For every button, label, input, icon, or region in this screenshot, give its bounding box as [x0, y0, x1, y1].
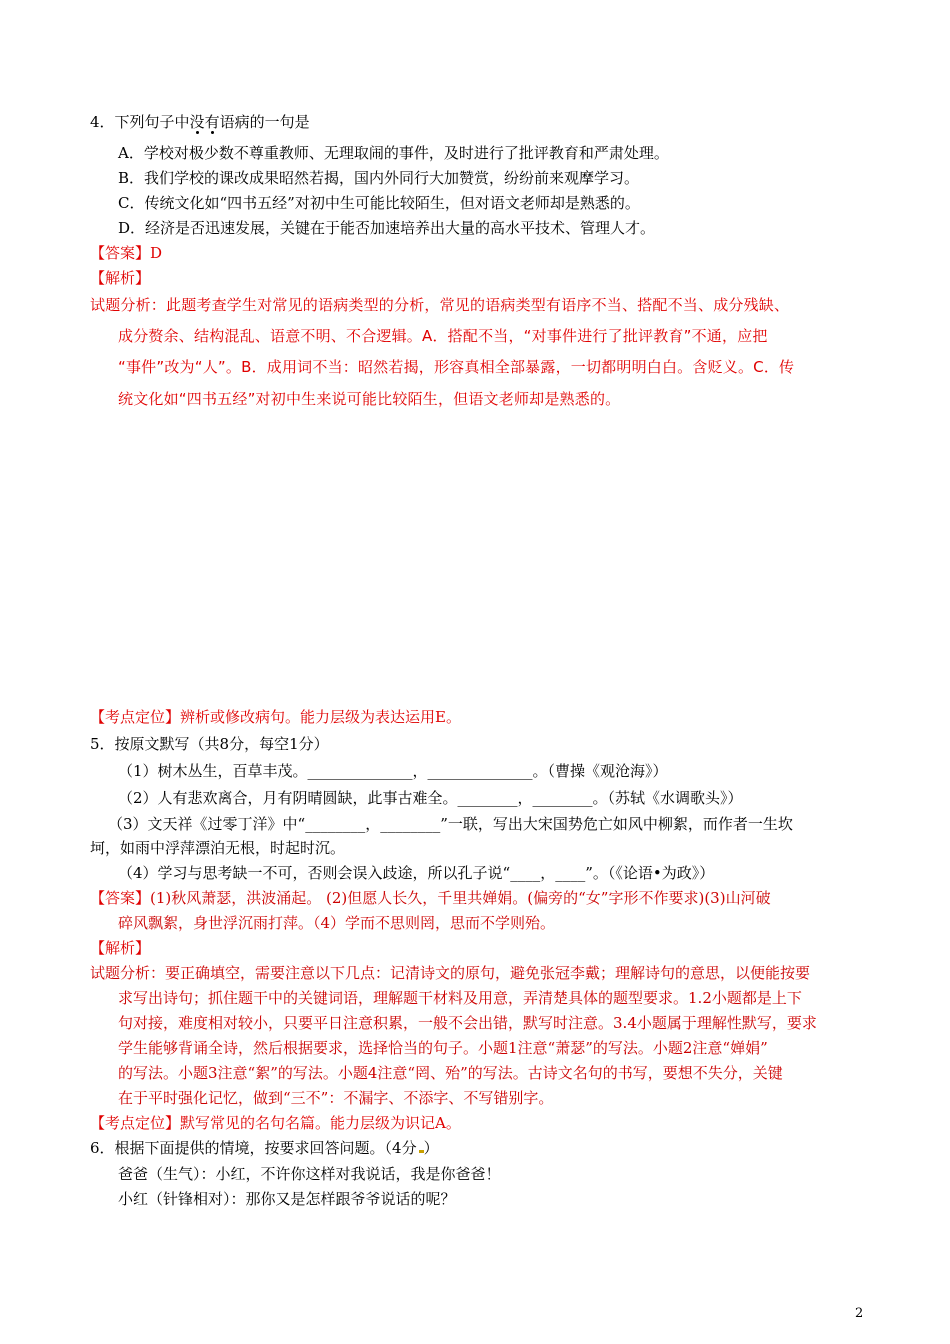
q4-option-b: B．我们学校的课改成果昭然若揭，国内外同行大加赞赏，纷纷前来观摩学习。 — [118, 169, 640, 187]
q4-analysis-label: 【解析】 — [90, 269, 151, 287]
q4-kaodian — [90, 706, 461, 728]
q5-answer-line-2: 碎风飘絮，身世浮沉雨打萍。（4）学而不思则罔，思而不学则殆。 — [118, 914, 556, 932]
q4-analysis-line-3: “事件”改为“人”。B．成用词不当：昭然若揭，形容真相全部暴露，一切都明明白白。含贬义。C．传 — [118, 358, 795, 376]
q6-stem-text: 6．根据下面提供的情境，按要求回答问题。（4分 — [90, 1139, 417, 1157]
q4-analysis-line-1: 试题分析：此题考查学生对常见的语病类型的分析，常见的语病类型有语序不当、搭配不当、成分残缺、 — [90, 296, 790, 314]
q4-kaodian-label: 【考点定位】 — [90, 708, 181, 726]
q4-option-c: C．传统文化如“四书五经”对初中生可能比较陌生，但对语文老师却是熟悉的。 — [118, 194, 640, 212]
q5-item-4: （4）学习与思考缺一不可，否则会误入歧途，所以孔子说“____，____”。（《论语•为政》） — [118, 864, 715, 882]
q4-option-a: A．学校对极少数不尊重教师、无理取闹的事件，及时进行了批评教育和严肃处理。 — [118, 144, 669, 162]
q5-item-2: （2）人有悲欢离合，月有阴晴圆缺，此事古难全。________，________。（苏轼《水调歌头》） — [118, 789, 743, 807]
page-number: 2 — [855, 1306, 864, 1321]
q5-kaodian-label: 【考点定位】 — [90, 1114, 181, 1132]
q4-analysis-line-4: 统文化如“四书五经”对初中生来说可能比较陌生，但语文老师却是熟悉的。 — [118, 390, 621, 408]
q5-item-3a — [108, 813, 793, 835]
q5-answer-label: 【答案】 — [90, 889, 151, 907]
q5-analysis-line-3: 句对接，难度相对较小，只要平日注意积累，一般不会出错，默写时注意。3.4小题属于理解性默写，要求 — [118, 1014, 817, 1032]
q5-answer-line-1: (1)秋风萧瑟，洪波涌起。 (2)但愿人长久，千里共婵娟。(偏旁的“女”字形不作要求)(3)山河破 — [150, 889, 771, 907]
q5-analysis-line-4: 学生能够背诵全诗，然后根据要求，选择恰当的句子。小题1注意“萧瑟”的写法。小题2注意“婵娟” — [118, 1039, 768, 1057]
q5-kaodian — [90, 1112, 461, 1134]
q4-stem-pre: 4．下列句子中 — [90, 113, 190, 131]
q6-dialogue-line-1: 爸爸（生气）：小红，不许你这样对我说话，我是你爸爸！ — [118, 1165, 501, 1183]
q5-analysis-line-2: 求写出诗句；抓住题干中的关键词语，理解题干材料及用意，弄清楚具体的题型要求。1.2小题都是上下 — [118, 989, 802, 1007]
q4-stem-dot-2: 有 — [204, 113, 220, 131]
q4-stem-post: 语病的一句是 — [219, 113, 310, 131]
q4-stem — [90, 111, 310, 133]
q6-stem-end: ） — [423, 1139, 439, 1157]
q4-answer-label: 【答案】 — [90, 244, 151, 262]
q5-analysis-label: 【解析】 — [90, 939, 151, 957]
q4-kaodian-text: 辨析或修改病句。能力层级为表达运用E。 — [180, 708, 461, 726]
q4-answer — [90, 242, 162, 264]
q4-answer-value: D — [150, 244, 163, 262]
q5-item-1: （1）树木丛生，百草丰茂。______________，______________。（曹操《观沧海》） — [118, 762, 668, 780]
q6-dialogue-line-2: 小红（针锋相对）：那你又是怎样跟爷爷说话的呢？ — [118, 1190, 456, 1208]
q4-analysis-line-2: 成分赘余、结构混乱、语意不明、不合逻辑。A．搭配不当，“对事件进行了批评教育”不通，应把 — [118, 327, 768, 345]
q5-stem: 5．按原文默写（共8分，每空1分） — [90, 735, 329, 753]
q5-analysis-line-6: 在于平时强化记忆，做到“三不”：不漏字、不添字、不写错别字。 — [118, 1089, 554, 1107]
q4-stem-dot-1: 没 — [189, 113, 205, 131]
q5-analysis-line-5: 的写法。小题3注意“絮”的写法。小题4注意“罔、殆”的写法。古诗文名句的书写，要想不失分，关键 — [118, 1064, 783, 1082]
q5-item-3a-text: （3）文天祥《过零丁洋》中“________，________”一联，写出大宋国势危亡如风中柳絮，而作者一生坎 — [108, 815, 793, 833]
q5-answer — [90, 887, 771, 909]
q5-item-3b: 坷，如雨中浮萍漂泊无根，时起时沉。 — [90, 839, 346, 857]
q5-kaodian-text: 默写常见的名句名篇。能力层级为识记A。 — [180, 1114, 461, 1132]
q4-option-d: D．经济是否迅速发展，关键在于能否加速培养出大量的高水平技术、管理人才。 — [118, 219, 656, 237]
q5-analysis-line-1: 试题分析：要正确填空，需要注意以下几点：记清诗文的原句，避免张冠李戴；理解诗句的意思，以便能按要 — [90, 964, 811, 982]
q6-stem — [90, 1137, 439, 1159]
